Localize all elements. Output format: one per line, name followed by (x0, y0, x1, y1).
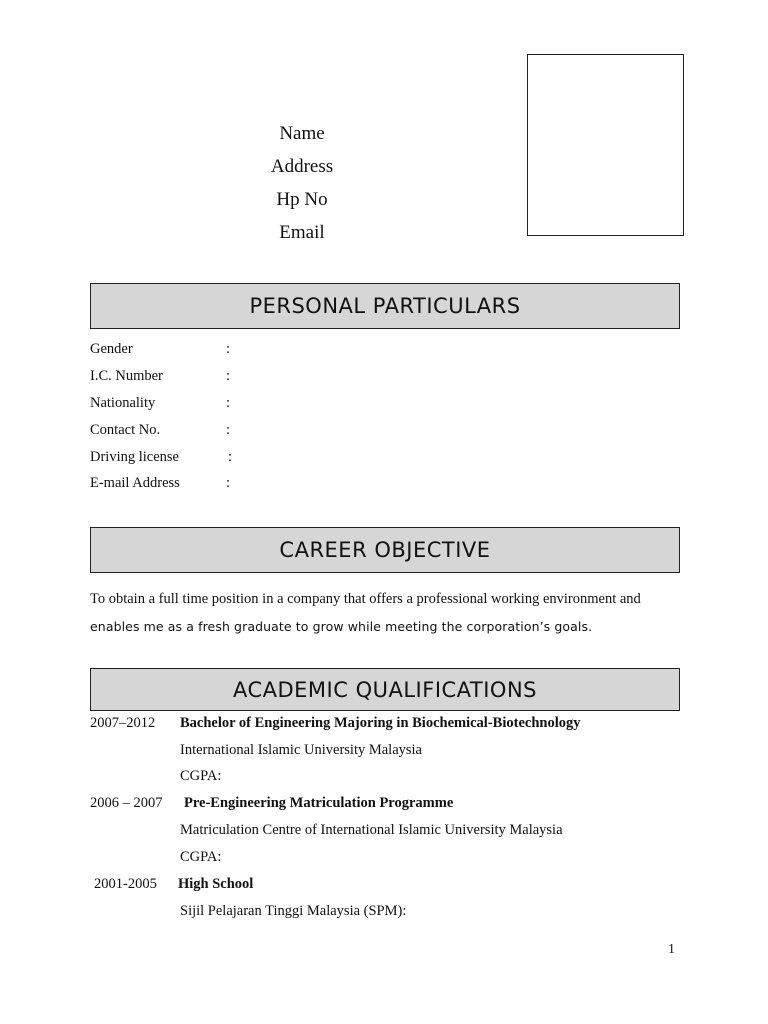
entry-line: CGPA: (180, 768, 222, 784)
field-sep: : (226, 341, 231, 357)
field-label-gender: Gender (90, 341, 133, 357)
field-sep: : (226, 395, 231, 411)
objective-line-2: enables me as a fresh graduate to grow while meeting the corporation’s goals. (90, 619, 593, 634)
career-objective-text (90, 585, 678, 641)
entry-heading: Bachelor of Engineering Majoring in Biochemical-Biotechnology (180, 715, 581, 731)
page-number: 1 (668, 942, 675, 957)
entry-line: International Islamic University Malaysia (180, 742, 422, 758)
field-sep: : (226, 422, 231, 438)
objective-line-1: To obtain a full time position in a company that offers a professional working environment and (90, 591, 641, 607)
section-career-objective: CAREER OBJECTIVE (90, 527, 680, 573)
field-label-contact-no: Contact No. (90, 422, 161, 438)
address-line: Address (270, 156, 334, 177)
section-personal-particulars: PERSONAL PARTICULARS (90, 283, 680, 329)
entry-line: Matriculation Centre of International Islamic University Malaysia (180, 822, 563, 838)
entry-years: 2007–2012 (90, 715, 156, 731)
section-academic-qualifications: ACADEMIC QUALIFICATIONS (90, 668, 680, 711)
field-label-nationality: Nationality (90, 395, 156, 411)
photo-placeholder (527, 54, 684, 236)
hp-line: Hp No (276, 189, 328, 210)
entry-line: CGPA: (180, 849, 222, 865)
contact-header (230, 117, 374, 249)
entry-years: 2001-2005 (94, 876, 157, 892)
entry-heading: High School (178, 876, 254, 892)
email-line: Email (279, 222, 325, 243)
field-sep: : (226, 368, 231, 384)
field-sep: : (228, 449, 233, 465)
field-label-driving-license: Driving license (90, 449, 179, 465)
field-label-ic-number: I.C. Number (90, 368, 163, 384)
entry-line: Sijil Pelajaran Tinggi Malaysia (SPM): (180, 903, 407, 919)
entry-years: 2006 – 2007 (90, 795, 163, 811)
name-line: Name (279, 123, 325, 144)
field-label-email-address: E-mail Address (90, 475, 180, 491)
entry-heading: Pre-Engineering Matriculation Programme (184, 795, 454, 811)
field-sep: : (226, 475, 231, 491)
